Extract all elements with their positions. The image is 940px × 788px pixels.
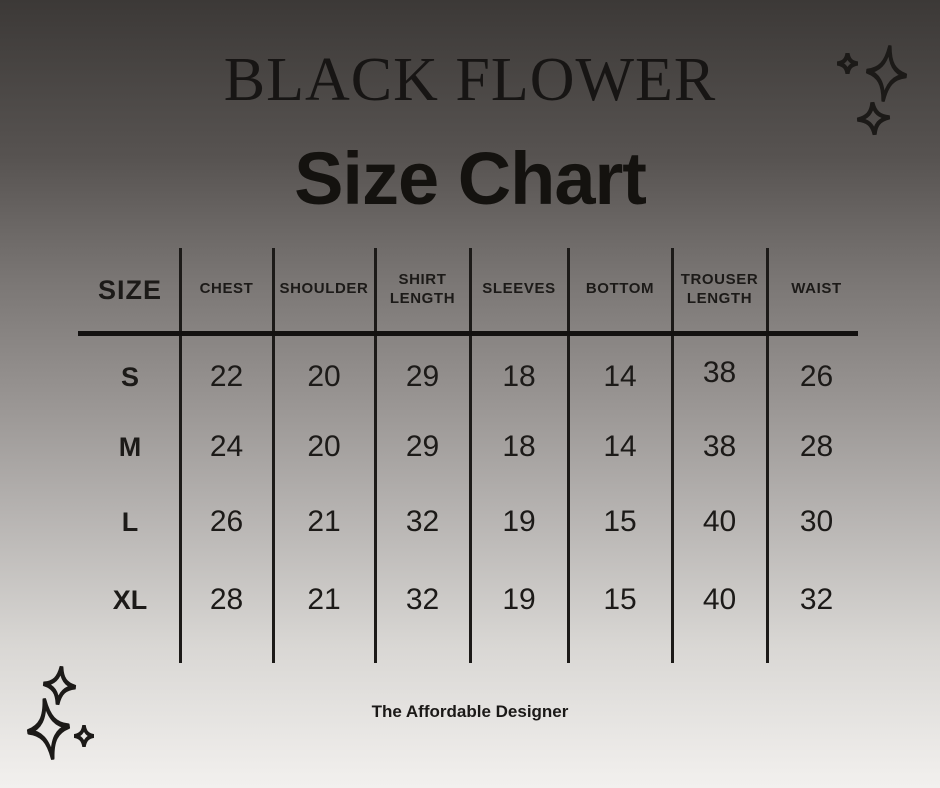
size-value-cell: 29: [405, 430, 440, 463]
size-value-cell: 21: [307, 583, 341, 616]
size-value-cell: 26: [799, 360, 834, 393]
size-value-cell: 18: [502, 360, 536, 393]
column-header-waist: WAIST: [791, 280, 842, 298]
size-value-cell: 20: [307, 430, 341, 463]
size-table: [80, 248, 866, 639]
column-header-chest: CHEST: [199, 280, 254, 298]
size-value-cell: 40: [702, 505, 737, 538]
size-value-cell: 32: [405, 583, 440, 616]
column-header-shoulder: SHOULDER: [279, 280, 369, 298]
size-value-cell: 22: [209, 360, 244, 393]
size-value-cell: 38: [702, 355, 737, 389]
size-value-cell: 30: [799, 505, 834, 538]
size-value-cell: 32: [405, 505, 440, 538]
sparkle-icon: [74, 725, 94, 747]
column-header-sleeves: SLEEVES: [482, 280, 556, 298]
size-value-cell: 20: [307, 360, 341, 393]
size-value-cell: 40: [702, 583, 737, 616]
size-value-cell: 21: [307, 505, 341, 538]
page-title: Size Chart: [294, 137, 646, 220]
sparkle-icon: [856, 101, 891, 136]
size-row-label: L: [121, 506, 139, 537]
column-header-trouser-length: TROUSER LENGTH: [680, 270, 759, 307]
size-value-cell: 28: [209, 583, 244, 616]
size-value-cell: 15: [603, 505, 637, 538]
size-value-cell: 26: [209, 505, 244, 538]
size-value-cell: 19: [502, 505, 536, 538]
size-value-cell: 38: [702, 430, 737, 463]
size-row-label: XL: [112, 584, 148, 615]
sparkle-icon: [863, 43, 911, 105]
size-value-cell: 24: [209, 430, 244, 463]
sparkle-icon: [837, 53, 858, 74]
size-value-cell: 14: [603, 360, 637, 393]
brand-title: BLACK FLOWER: [223, 46, 717, 114]
size-row-label: M: [118, 431, 142, 462]
size-value-cell: 19: [502, 583, 536, 616]
size-value-cell: 14: [603, 430, 637, 463]
size-value-cell: 29: [405, 360, 440, 393]
column-header-shirt-length: SHIRT LENGTH: [389, 270, 456, 307]
size-value-cell: 18: [502, 430, 536, 463]
column-header-size: SIZE: [97, 275, 162, 306]
size-value-cell: 28: [799, 430, 834, 463]
size-value-cell: 15: [603, 583, 637, 616]
column-header-bottom: BOTTOM: [585, 280, 655, 298]
size-value-cell: 32: [799, 583, 834, 616]
sparkle-cluster-top-right: [833, 42, 940, 138]
size-row-label: S: [120, 361, 139, 392]
credit-text: The Affordable Designer: [371, 702, 569, 721]
